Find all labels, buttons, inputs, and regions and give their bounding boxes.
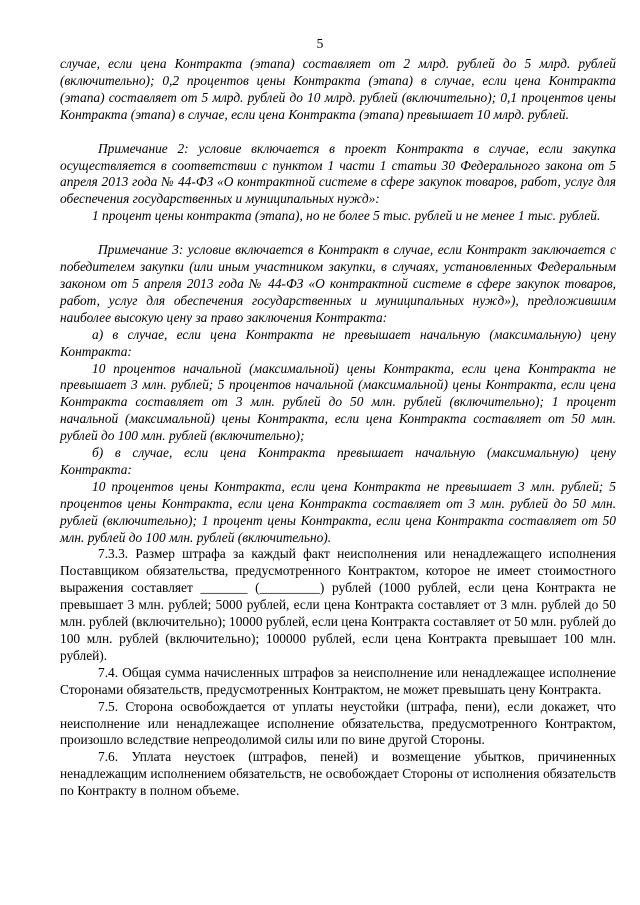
note-3-case-a-rates: 10 процентов начальной (максимальной) цены Контракта, если цена Контракта не превышает 3 млн. рублей; 5 процентов начальной (максимальной) цены Контракта, если цена Контракта составляет от 3 млн. рублей до 50 млн. рублей (включительно); 1 процент начальной (максимальной) цены Контракта, если цена Контракта составляет от 50 млн. рублей до 100 млн. рублей (включительно); <box>60 360 616 444</box>
clause-7-3-3: 7.3.3. Размер штрафа за каждый факт неисполнения или ненадлежащего исполнения Поставщиком обязательства, предусмотренного Контрактом, которое не имеет стоимостного выражения составляет _______ (_________) рублей (1000 рублей, если цена Контракта не превышает 3 млн. рублей; 5000 рублей, если цена Контракта составляет от 3 млн. рублей до 50 млн. рублей (включительно); 10000 рублей, если цена Контракта составляет от 50 млн. рублей до 100 млн. рублей (включительно); 100000 рублей, если цена Контракта превышает 100 млн. рублей). <box>60 546 616 663</box>
document-body <box>60 56 616 800</box>
note-3-case-b: б) в случае, если цена Контракта превышает начальную (максимальную) цену Контракта: <box>60 445 616 477</box>
note-2-value: 1 процент цены контракта (этапа), но не более 5 тыс. рублей и не менее 1 тыс. рублей. <box>92 208 601 224</box>
page-number: 5 <box>316 36 324 51</box>
note-2: Примечание 2: условие включается в проект Контракта в случае, если закупка осуществляется в соответствии с пунктом 1 части 1 статьи 30 Федерального закона от 5 апреля 2013 года № 44-ФЗ «О контрактной системе в сфере закупок товаров, работ, услуг для обеспечения государственных и муниципальных нужд»: <box>60 140 616 207</box>
clause-7-5: 7.5. Сторона освобождается от уплаты неустойки (штрафа, пени), если докажет, что неисполнение или ненадлежащее исполнение обязательства, предусмотренного Контрактом, произошло вследствие непреодолимой силы или по вине другой Стороны. <box>60 698 616 748</box>
note-3-case-b-rates: 10 процентов цены Контракта, если цена Контракта не превышает 3 млн. рублей; 5 процентов цены Контракта, если цена Контракта составляет от 3 млн. рублей до 50 млн. рублей (включительно); 1 процент цены Контракта, если цена Контракта составляет от 50 млн. рублей до 100 млн. рублей (включительно). <box>60 478 616 545</box>
clause-7-6: 7.6. Уплата неустоек (штрафов, пеней) и возмещение убытков, причиненных ненадлежащим исполнением обязательств, не освобождает Стороны от исполнения обязательств по Контракту в полном объеме. <box>60 749 616 799</box>
note-3: Примечание 3: условие включается в Контракт в случае, если Контракт заключается с победителем закупки (или иным участником закупки, в случаях, установленных Федеральным законом от 5 апреля 2013 года № 44-ФЗ «О контрактной системе в сфере закупок товаров, работ, услуг для обеспечения государственных и муниципальных нужд»), предложившим наиболее высокую цену за право заключения Контракта: <box>60 242 616 325</box>
note-3-case-a: а) в случае, если цена Контракта не превышает начальную (максимальную) цену Контракта: <box>60 326 616 359</box>
clause-7-4: 7.4. Общая сумма начисленных штрафов за неисполнение или ненадлежащее исполнение Сторонами обязательств, предусмотренных Контрактом, не может превышать цену Контракта. <box>60 664 616 697</box>
paragraph-price-continuation: случае, если цена Контракта (этапа) составляет от 2 млрд. рублей до 5 млрд. рублей (включительно); 0,2 процентов цены Контракта (этапа) в случае, если цена Контракта (этапа) составляет от 5 млрд. рублей до 10 млрд. рублей (включительно); 0,1 процентов цены Контракта (этапа) в случае, если цена Контракта (этапа) превышает 10 млрд. рублей. <box>60 56 616 122</box>
